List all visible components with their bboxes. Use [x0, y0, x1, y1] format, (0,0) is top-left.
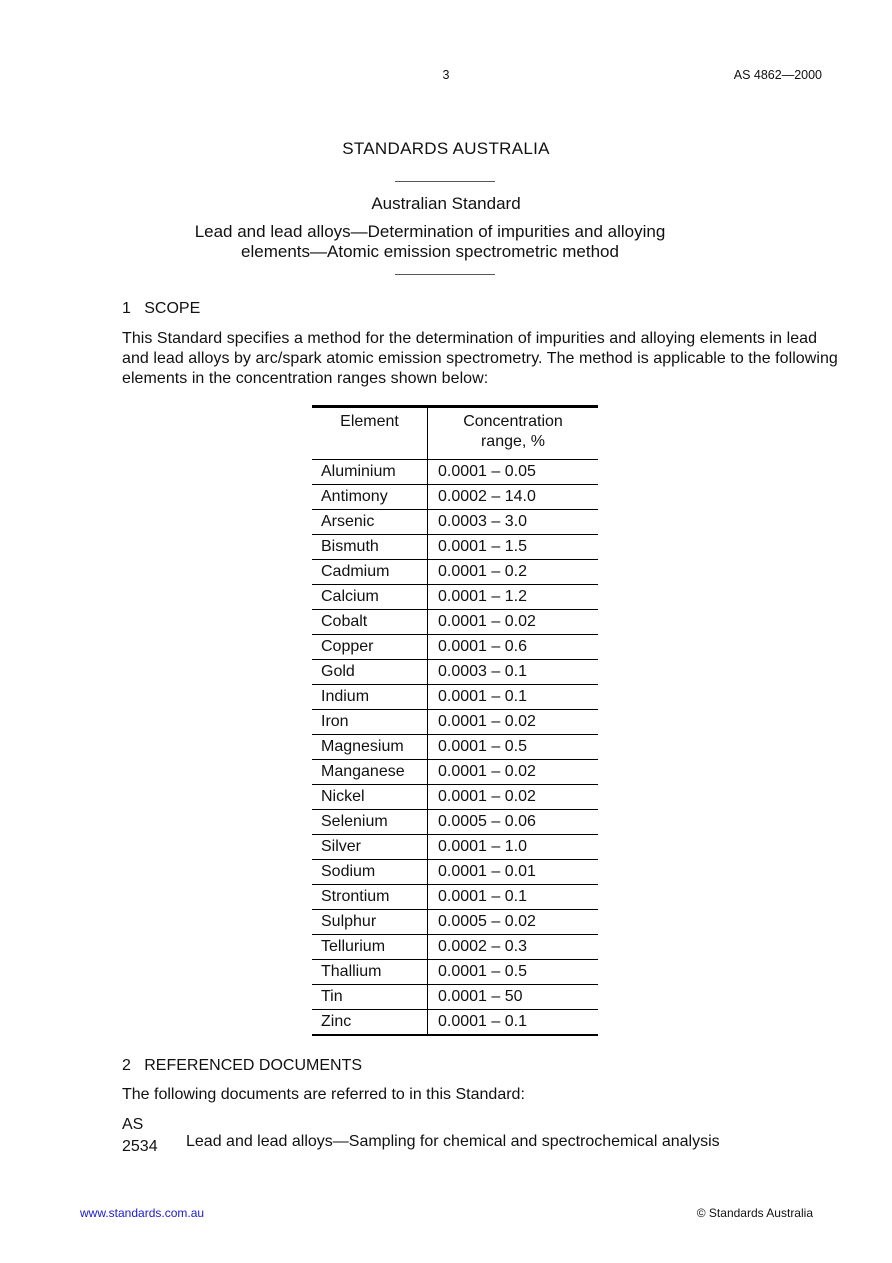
organization-name: STANDARDS AUSTRALIA	[342, 139, 550, 158]
element-cell: Tin	[312, 985, 428, 1010]
concentration-cell: 0.0003 – 0.1	[428, 660, 599, 685]
table-row	[312, 635, 598, 660]
concentration-cell: 0.0003 – 3.0	[428, 510, 599, 535]
table-row	[312, 610, 598, 635]
table-row	[312, 510, 598, 535]
concentration-cell: 0.0001 – 0.02	[428, 785, 599, 810]
section-2-text: The following documents are referred to in this Standard:	[122, 1086, 525, 1103]
table-row	[312, 835, 598, 860]
concentration-cell: 0.0001 – 0.5	[428, 735, 599, 760]
table-row	[312, 485, 598, 510]
element-cell: Bismuth	[312, 535, 428, 560]
table-row	[312, 535, 598, 560]
concentration-cell: 0.0001 – 0.5	[428, 960, 599, 985]
concentration-cell: 0.0005 – 0.06	[428, 810, 599, 835]
table-row	[312, 785, 598, 810]
table-row	[312, 1010, 598, 1036]
concentration-cell: 0.0002 – 0.3	[428, 935, 599, 960]
concentration-cell: 0.0001 – 0.1	[438, 1013, 527, 1030]
table-row	[312, 560, 598, 585]
reference-series: AS	[122, 1116, 144, 1133]
table-row	[312, 885, 598, 910]
table-row	[312, 810, 598, 835]
concentration-cell: 0.0001 – 0.2	[428, 560, 599, 585]
table-body	[312, 460, 598, 1036]
element-cell: Sulphur	[312, 910, 428, 935]
table-row	[312, 985, 598, 1010]
reference-title: Lead and lead alloys—Sampling for chemical and spectrochemical analysis	[186, 1133, 720, 1150]
table-row	[312, 660, 598, 685]
concentration-cell: 0.0001 – 0.01	[428, 860, 599, 885]
element-cell: Antimony	[312, 485, 428, 510]
element-cell: Tellurium	[312, 935, 428, 960]
concentration-cell: 0.0001 – 0.6	[428, 635, 599, 660]
section-1-text: This Standard specifies a method for the determination of impurities and alloying elements in lead and lead alloys by arc/spark atomic emission spectrometry. The method is applicable to the following elements in the concentration ranges shown below:	[122, 330, 838, 387]
element-cell: Copper	[312, 635, 428, 660]
reference-number: 2534	[122, 1138, 158, 1155]
standard-title-line-1: Lead and lead alloys—Determination of impurities and alloying	[194, 222, 666, 241]
column-header-element: Element	[312, 407, 428, 460]
element-cell: Gold	[312, 660, 428, 685]
concentration-cell: 0.0001 – 1.5	[428, 535, 599, 560]
table-row	[312, 710, 598, 735]
table-row	[312, 910, 598, 935]
table-row	[312, 735, 598, 760]
page-number: 3	[442, 68, 450, 82]
concentration-cell: 0.0001 – 0.02	[428, 760, 599, 785]
table-row	[312, 585, 598, 610]
footer-website-link[interactable]: www.standards.com.au	[80, 1206, 205, 1220]
element-cell: Sodium	[312, 860, 428, 885]
element-cell: Magnesium	[312, 735, 428, 760]
title-rule-top	[395, 181, 495, 182]
table-header-row	[312, 407, 598, 460]
element-cell: Thallium	[312, 960, 428, 985]
concentration-cell: 0.0001 – 0.1	[428, 885, 599, 910]
element-cell: Arsenic	[312, 510, 428, 535]
footer-copyright: © Standards Australia	[696, 1206, 813, 1220]
element-cell: Zinc	[312, 1010, 428, 1036]
standard-title-line-2: elements—Atomic emission spectrometric method	[241, 242, 619, 261]
table-row	[312, 685, 598, 710]
table-row	[312, 460, 598, 485]
title-rule-bottom	[395, 274, 495, 275]
element-cell: Cadmium	[312, 560, 428, 585]
element-cell: Silver	[312, 835, 428, 860]
element-cell: Iron	[312, 710, 428, 735]
element-cell: Indium	[312, 685, 428, 710]
column-header-concentration: Concentration range, %	[428, 407, 599, 460]
element-cell: Cobalt	[312, 610, 428, 635]
section-1-heading: 1 SCOPE	[122, 300, 201, 317]
element-cell: Selenium	[312, 810, 428, 835]
concentration-cell: 0.0001 – 1.0	[428, 835, 599, 860]
concentration-cell: 0.0002 – 14.0	[428, 485, 599, 510]
element-cell: Nickel	[312, 785, 428, 810]
element-concentration-table	[312, 405, 598, 1036]
concentration-cell: 0.0001 – 50	[428, 985, 599, 1010]
element-cell: Manganese	[312, 760, 428, 785]
concentration-cell: 0.0001 – 0.02	[428, 710, 599, 735]
table-row	[312, 960, 598, 985]
table-row	[312, 760, 598, 785]
element-cell: Aluminium	[312, 460, 428, 485]
section-2-heading: 2 REFERENCED DOCUMENTS	[122, 1057, 363, 1074]
standard-title	[130, 222, 730, 262]
concentration-cell: 0.0001 – 0.1	[428, 685, 599, 710]
concentration-cell: 0.0001 – 0.05	[428, 460, 599, 485]
table-row	[312, 860, 598, 885]
element-cell: Calcium	[312, 585, 428, 610]
document-id: AS 4862—2000	[733, 68, 822, 82]
element-cell: Strontium	[312, 885, 428, 910]
table-row	[312, 935, 598, 960]
standard-type: Australian Standard	[371, 194, 521, 213]
concentration-cell: 0.0005 – 0.02	[428, 910, 599, 935]
concentration-cell: 0.0001 – 0.02	[428, 610, 599, 635]
reference-code	[122, 1114, 158, 1158]
concentration-cell: 0.0001 – 1.2	[428, 585, 599, 610]
